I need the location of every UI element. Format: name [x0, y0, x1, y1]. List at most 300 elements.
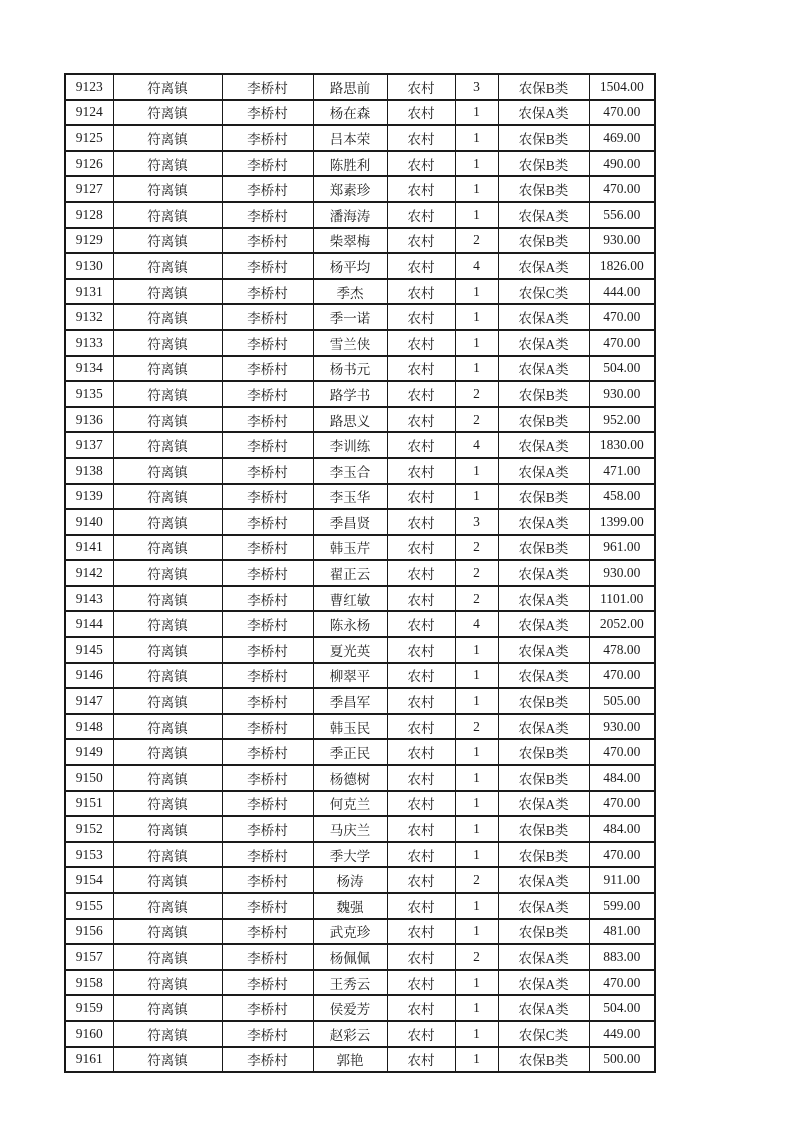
person-count-cell: 1: [455, 304, 498, 330]
serial-number-cell: 9151: [65, 791, 113, 817]
serial-number-cell: 9159: [65, 995, 113, 1021]
person-count-cell: 1: [455, 484, 498, 510]
serial-number-cell: 9128: [65, 202, 113, 228]
table-row: [65, 919, 655, 945]
table-row: [65, 279, 655, 305]
person-count-cell: 1: [455, 688, 498, 714]
residence-type-cell: 农村: [387, 151, 455, 177]
amount-cell: 469.00: [589, 125, 655, 151]
residence-type-cell: 农村: [387, 176, 455, 202]
serial-number-cell: 9130: [65, 253, 113, 279]
serial-number-cell: 9148: [65, 714, 113, 740]
serial-number-cell: 9138: [65, 458, 113, 484]
residence-type-cell: 农村: [387, 714, 455, 740]
village-cell: 李桥村: [222, 867, 313, 893]
village-cell: 李桥村: [222, 407, 313, 433]
person-count-cell: 1: [455, 842, 498, 868]
residence-type-cell: 农村: [387, 611, 455, 637]
insurance-category-cell: 农保A类: [498, 100, 589, 126]
serial-number-cell: 9126: [65, 151, 113, 177]
serial-number-cell: 9141: [65, 535, 113, 561]
amount-cell: 911.00: [589, 867, 655, 893]
village-cell: 李桥村: [222, 125, 313, 151]
person-name-cell: 李玉华: [313, 484, 387, 510]
amount-cell: 952.00: [589, 407, 655, 433]
table-row: [65, 100, 655, 126]
town-cell: 符离镇: [113, 151, 222, 177]
village-cell: 李桥村: [222, 842, 313, 868]
town-cell: 符离镇: [113, 970, 222, 996]
person-name-cell: 柴翠梅: [313, 228, 387, 254]
table-row: [65, 381, 655, 407]
serial-number-cell: 9142: [65, 560, 113, 586]
person-name-cell: 路学书: [313, 381, 387, 407]
person-count-cell: 1: [455, 637, 498, 663]
person-name-cell: 雪兰侠: [313, 330, 387, 356]
person-count-cell: 2: [455, 714, 498, 740]
serial-number-cell: 9140: [65, 509, 113, 535]
amount-cell: 2052.00: [589, 611, 655, 637]
serial-number-cell: 9132: [65, 304, 113, 330]
person-name-cell: 杨书元: [313, 356, 387, 382]
town-cell: 符离镇: [113, 739, 222, 765]
town-cell: 符离镇: [113, 893, 222, 919]
person-name-cell: 侯爱芳: [313, 995, 387, 1021]
insurance-category-cell: 农保A类: [498, 304, 589, 330]
village-cell: 李桥村: [222, 611, 313, 637]
village-cell: 李桥村: [222, 356, 313, 382]
benefit-roster-table: [64, 73, 656, 1073]
person-count-cell: 1: [455, 356, 498, 382]
residence-type-cell: 农村: [387, 356, 455, 382]
table-row: [65, 176, 655, 202]
residence-type-cell: 农村: [387, 1047, 455, 1073]
amount-cell: 961.00: [589, 535, 655, 561]
person-count-cell: 2: [455, 407, 498, 433]
person-name-cell: 马庆兰: [313, 816, 387, 842]
person-name-cell: 杨德树: [313, 765, 387, 791]
town-cell: 符离镇: [113, 842, 222, 868]
insurance-category-cell: 农保B类: [498, 74, 589, 100]
person-count-cell: 2: [455, 535, 498, 561]
residence-type-cell: 农村: [387, 663, 455, 689]
insurance-category-cell: 农保A类: [498, 509, 589, 535]
town-cell: 符离镇: [113, 688, 222, 714]
table-row: [65, 1021, 655, 1047]
person-name-cell: 季杰: [313, 279, 387, 305]
amount-cell: 505.00: [589, 688, 655, 714]
person-count-cell: 4: [455, 253, 498, 279]
insurance-category-cell: 农保A类: [498, 356, 589, 382]
amount-cell: 504.00: [589, 356, 655, 382]
residence-type-cell: 农村: [387, 791, 455, 817]
amount-cell: 490.00: [589, 151, 655, 177]
serial-number-cell: 9146: [65, 663, 113, 689]
person-name-cell: 郑素珍: [313, 176, 387, 202]
town-cell: 符离镇: [113, 919, 222, 945]
table-row: [65, 1047, 655, 1073]
person-count-cell: 1: [455, 330, 498, 356]
person-count-cell: 1: [455, 765, 498, 791]
insurance-category-cell: 农保A类: [498, 253, 589, 279]
amount-cell: 556.00: [589, 202, 655, 228]
table-row: [65, 330, 655, 356]
village-cell: 李桥村: [222, 919, 313, 945]
person-count-cell: 1: [455, 919, 498, 945]
residence-type-cell: 农村: [387, 560, 455, 586]
person-name-cell: 陈永杨: [313, 611, 387, 637]
village-cell: 李桥村: [222, 509, 313, 535]
amount-cell: 484.00: [589, 816, 655, 842]
serial-number-cell: 9127: [65, 176, 113, 202]
insurance-category-cell: 农保B类: [498, 484, 589, 510]
serial-number-cell: 9158: [65, 970, 113, 996]
person-count-cell: 1: [455, 739, 498, 765]
table-row: [65, 995, 655, 1021]
town-cell: 符离镇: [113, 304, 222, 330]
person-name-cell: 杨涛: [313, 867, 387, 893]
residence-type-cell: 农村: [387, 407, 455, 433]
town-cell: 符离镇: [113, 330, 222, 356]
person-count-cell: 1: [455, 970, 498, 996]
person-name-cell: 郭艳: [313, 1047, 387, 1073]
serial-number-cell: 9144: [65, 611, 113, 637]
insurance-category-cell: 农保A类: [498, 586, 589, 612]
town-cell: 符离镇: [113, 432, 222, 458]
person-name-cell: 武克珍: [313, 919, 387, 945]
amount-cell: 470.00: [589, 842, 655, 868]
person-name-cell: 柳翠平: [313, 663, 387, 689]
residence-type-cell: 农村: [387, 381, 455, 407]
person-count-cell: 2: [455, 381, 498, 407]
table-row: [65, 867, 655, 893]
person-name-cell: 季昌军: [313, 688, 387, 714]
amount-cell: 1399.00: [589, 509, 655, 535]
amount-cell: 599.00: [589, 893, 655, 919]
residence-type-cell: 农村: [387, 816, 455, 842]
table-row: [65, 253, 655, 279]
town-cell: 符离镇: [113, 484, 222, 510]
town-cell: 符离镇: [113, 125, 222, 151]
amount-cell: 471.00: [589, 458, 655, 484]
residence-type-cell: 农村: [387, 330, 455, 356]
town-cell: 符离镇: [113, 1047, 222, 1073]
residence-type-cell: 农村: [387, 74, 455, 100]
table-row: [65, 228, 655, 254]
village-cell: 李桥村: [222, 1021, 313, 1047]
residence-type-cell: 农村: [387, 279, 455, 305]
amount-cell: 478.00: [589, 637, 655, 663]
serial-number-cell: 9147: [65, 688, 113, 714]
person-count-cell: 1: [455, 151, 498, 177]
amount-cell: 930.00: [589, 228, 655, 254]
insurance-category-cell: 农保B类: [498, 1047, 589, 1073]
person-count-cell: 1: [455, 791, 498, 817]
insurance-category-cell: 农保B类: [498, 228, 589, 254]
residence-type-cell: 农村: [387, 765, 455, 791]
town-cell: 符离镇: [113, 202, 222, 228]
serial-number-cell: 9156: [65, 919, 113, 945]
serial-number-cell: 9154: [65, 867, 113, 893]
person-name-cell: 潘海涛: [313, 202, 387, 228]
village-cell: 李桥村: [222, 330, 313, 356]
village-cell: 李桥村: [222, 304, 313, 330]
person-name-cell: 路思义: [313, 407, 387, 433]
residence-type-cell: 农村: [387, 100, 455, 126]
serial-number-cell: 9139: [65, 484, 113, 510]
serial-number-cell: 9155: [65, 893, 113, 919]
insurance-category-cell: 农保A类: [498, 944, 589, 970]
insurance-category-cell: 农保A类: [498, 432, 589, 458]
town-cell: 符离镇: [113, 791, 222, 817]
person-count-cell: 4: [455, 432, 498, 458]
person-count-cell: 1: [455, 279, 498, 305]
serial-number-cell: 9136: [65, 407, 113, 433]
table-row: [65, 151, 655, 177]
residence-type-cell: 农村: [387, 509, 455, 535]
person-count-cell: 1: [455, 1047, 498, 1073]
table-row: [65, 535, 655, 561]
table-row: [65, 407, 655, 433]
insurance-category-cell: 农保A类: [498, 995, 589, 1021]
residence-type-cell: 农村: [387, 842, 455, 868]
insurance-category-cell: 农保A类: [498, 663, 589, 689]
person-count-cell: 2: [455, 867, 498, 893]
table-row: [65, 125, 655, 151]
village-cell: 李桥村: [222, 535, 313, 561]
insurance-category-cell: 农保B类: [498, 176, 589, 202]
serial-number-cell: 9160: [65, 1021, 113, 1047]
village-cell: 李桥村: [222, 381, 313, 407]
person-count-cell: 3: [455, 74, 498, 100]
serial-number-cell: 9125: [65, 125, 113, 151]
table-row: [65, 637, 655, 663]
person-name-cell: 夏光英: [313, 637, 387, 663]
town-cell: 符离镇: [113, 944, 222, 970]
amount-cell: 883.00: [589, 944, 655, 970]
town-cell: 符离镇: [113, 765, 222, 791]
table-row: [65, 842, 655, 868]
serial-number-cell: 9123: [65, 74, 113, 100]
residence-type-cell: 农村: [387, 125, 455, 151]
amount-cell: 470.00: [589, 100, 655, 126]
village-cell: 李桥村: [222, 995, 313, 1021]
village-cell: 李桥村: [222, 202, 313, 228]
insurance-category-cell: 农保A类: [498, 611, 589, 637]
person-name-cell: 季正民: [313, 739, 387, 765]
serial-number-cell: 9134: [65, 356, 113, 382]
town-cell: 符离镇: [113, 228, 222, 254]
village-cell: 李桥村: [222, 151, 313, 177]
amount-cell: 449.00: [589, 1021, 655, 1047]
serial-number-cell: 9129: [65, 228, 113, 254]
person-count-cell: 1: [455, 100, 498, 126]
person-name-cell: 杨平均: [313, 253, 387, 279]
residence-type-cell: 农村: [387, 586, 455, 612]
village-cell: 李桥村: [222, 765, 313, 791]
amount-cell: 1504.00: [589, 74, 655, 100]
table-row: [65, 74, 655, 100]
insurance-category-cell: 农保A类: [498, 791, 589, 817]
town-cell: 符离镇: [113, 100, 222, 126]
village-cell: 李桥村: [222, 1047, 313, 1073]
residence-type-cell: 农村: [387, 535, 455, 561]
serial-number-cell: 9150: [65, 765, 113, 791]
residence-type-cell: 农村: [387, 867, 455, 893]
village-cell: 李桥村: [222, 637, 313, 663]
person-count-cell: 2: [455, 560, 498, 586]
insurance-category-cell: 农保A类: [498, 893, 589, 919]
serial-number-cell: 9153: [65, 842, 113, 868]
person-name-cell: 季昌贤: [313, 509, 387, 535]
residence-type-cell: 农村: [387, 484, 455, 510]
person-count-cell: 1: [455, 816, 498, 842]
insurance-category-cell: 农保B类: [498, 765, 589, 791]
person-name-cell: 季一诺: [313, 304, 387, 330]
village-cell: 李桥村: [222, 586, 313, 612]
insurance-category-cell: 农保B类: [498, 919, 589, 945]
table-row: [65, 304, 655, 330]
village-cell: 李桥村: [222, 458, 313, 484]
insurance-category-cell: 农保A类: [498, 202, 589, 228]
person-name-cell: 何克兰: [313, 791, 387, 817]
serial-number-cell: 9135: [65, 381, 113, 407]
person-name-cell: 李训练: [313, 432, 387, 458]
amount-cell: 1830.00: [589, 432, 655, 458]
insurance-category-cell: 农保A类: [498, 637, 589, 663]
amount-cell: 470.00: [589, 663, 655, 689]
amount-cell: 470.00: [589, 739, 655, 765]
insurance-category-cell: 农保A类: [498, 867, 589, 893]
village-cell: 李桥村: [222, 970, 313, 996]
amount-cell: 470.00: [589, 330, 655, 356]
village-cell: 李桥村: [222, 560, 313, 586]
person-name-cell: 韩玉民: [313, 714, 387, 740]
residence-type-cell: 农村: [387, 995, 455, 1021]
table-row: [65, 765, 655, 791]
amount-cell: 484.00: [589, 765, 655, 791]
person-count-cell: 4: [455, 611, 498, 637]
insurance-category-cell: 农保C类: [498, 279, 589, 305]
amount-cell: 1826.00: [589, 253, 655, 279]
person-count-cell: 3: [455, 509, 498, 535]
residence-type-cell: 农村: [387, 202, 455, 228]
person-count-cell: 2: [455, 586, 498, 612]
town-cell: 符离镇: [113, 663, 222, 689]
insurance-category-cell: 农保C类: [498, 1021, 589, 1047]
person-name-cell: 曹红敏: [313, 586, 387, 612]
insurance-category-cell: 农保B类: [498, 688, 589, 714]
person-name-cell: 杨在森: [313, 100, 387, 126]
residence-type-cell: 农村: [387, 304, 455, 330]
town-cell: 符离镇: [113, 253, 222, 279]
table-row: [65, 688, 655, 714]
village-cell: 李桥村: [222, 688, 313, 714]
table-row: [65, 893, 655, 919]
village-cell: 李桥村: [222, 816, 313, 842]
person-count-cell: 1: [455, 663, 498, 689]
serial-number-cell: 9143: [65, 586, 113, 612]
insurance-category-cell: 农保B类: [498, 739, 589, 765]
table-row: [65, 509, 655, 535]
town-cell: 符离镇: [113, 714, 222, 740]
amount-cell: 470.00: [589, 970, 655, 996]
person-name-cell: 魏强: [313, 893, 387, 919]
person-count-cell: 2: [455, 944, 498, 970]
residence-type-cell: 农村: [387, 253, 455, 279]
person-count-cell: 1: [455, 125, 498, 151]
person-name-cell: 李玉合: [313, 458, 387, 484]
residence-type-cell: 农村: [387, 739, 455, 765]
residence-type-cell: 农村: [387, 970, 455, 996]
amount-cell: 444.00: [589, 279, 655, 305]
insurance-category-cell: 农保A类: [498, 970, 589, 996]
serial-number-cell: 9124: [65, 100, 113, 126]
amount-cell: 930.00: [589, 381, 655, 407]
table-row: [65, 586, 655, 612]
town-cell: 符离镇: [113, 458, 222, 484]
village-cell: 李桥村: [222, 484, 313, 510]
residence-type-cell: 农村: [387, 688, 455, 714]
amount-cell: 458.00: [589, 484, 655, 510]
table-row: [65, 202, 655, 228]
table-row: [65, 611, 655, 637]
table-row: [65, 356, 655, 382]
town-cell: 符离镇: [113, 381, 222, 407]
town-cell: 符离镇: [113, 1021, 222, 1047]
insurance-category-cell: 农保A类: [498, 714, 589, 740]
town-cell: 符离镇: [113, 356, 222, 382]
insurance-category-cell: 农保B类: [498, 151, 589, 177]
residence-type-cell: 农村: [387, 432, 455, 458]
amount-cell: 481.00: [589, 919, 655, 945]
person-name-cell: 王秀云: [313, 970, 387, 996]
insurance-category-cell: 农保B类: [498, 125, 589, 151]
village-cell: 李桥村: [222, 739, 313, 765]
amount-cell: 1101.00: [589, 586, 655, 612]
table-row: [65, 714, 655, 740]
table-row: [65, 432, 655, 458]
insurance-category-cell: 农保A类: [498, 458, 589, 484]
residence-type-cell: 农村: [387, 1021, 455, 1047]
table-row: [65, 944, 655, 970]
insurance-category-cell: 农保B类: [498, 407, 589, 433]
person-count-cell: 1: [455, 893, 498, 919]
town-cell: 符离镇: [113, 176, 222, 202]
town-cell: 符离镇: [113, 509, 222, 535]
village-cell: 李桥村: [222, 663, 313, 689]
insurance-category-cell: 农保B类: [498, 816, 589, 842]
village-cell: 李桥村: [222, 176, 313, 202]
person-name-cell: 吕本荣: [313, 125, 387, 151]
village-cell: 李桥村: [222, 100, 313, 126]
serial-number-cell: 9149: [65, 739, 113, 765]
village-cell: 李桥村: [222, 944, 313, 970]
town-cell: 符离镇: [113, 637, 222, 663]
town-cell: 符离镇: [113, 560, 222, 586]
person-name-cell: 陈胜利: [313, 151, 387, 177]
residence-type-cell: 农村: [387, 944, 455, 970]
serial-number-cell: 9133: [65, 330, 113, 356]
person-name-cell: 韩玉芹: [313, 535, 387, 561]
table-row: [65, 816, 655, 842]
village-cell: 李桥村: [222, 74, 313, 100]
serial-number-cell: 9152: [65, 816, 113, 842]
town-cell: 符离镇: [113, 586, 222, 612]
town-cell: 符离镇: [113, 995, 222, 1021]
amount-cell: 930.00: [589, 560, 655, 586]
amount-cell: 470.00: [589, 791, 655, 817]
